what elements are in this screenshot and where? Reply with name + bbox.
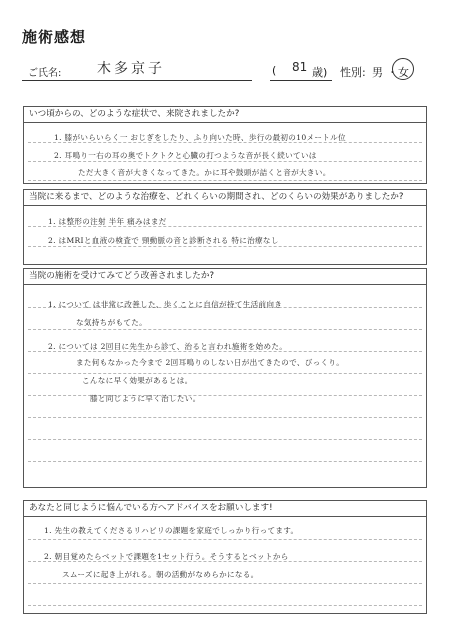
answer-line: 2. 朝目覚めたらベットで課題を1セット行う。そうするとベットから: [44, 552, 289, 561]
gender-male-option: 男: [372, 66, 383, 79]
answer-line: スムーズに起き上がれる。朝の活動がなめらかになる。: [62, 570, 259, 579]
age-value: 81: [292, 60, 308, 74]
answer-line: 1. について は非常に改善した、歩くことに自信が持て生活前向き: [48, 300, 283, 309]
answer-line: 2. 耳鳴り一右の耳の奥でトクトクと心臓の打つような音が長く続いていは: [54, 151, 317, 160]
gender-separator: ・: [387, 66, 398, 79]
age-underline: [270, 80, 332, 81]
section-question: 当院の施術を受けてみてどう改善されましたか?: [24, 269, 426, 285]
answer-line: 2. については 2回目に先生から診て、治ると言われ施術を始めた。: [48, 342, 288, 351]
age-unit: 歳): [312, 66, 328, 79]
section-question: 当院に来るまで、どのような治療を、どれくらいの期間され、どのくらいの効果がありましたか?: [24, 190, 426, 206]
answer-line: 1. は整形の注射 半年 痛みはまだ: [48, 217, 167, 226]
gender-label: 性別:: [340, 66, 366, 79]
answer-line: また何もなかった今まで 2回耳鳴りのしない日が出てきたので、びっくり。: [76, 358, 345, 367]
answer-line: 1. 膝がいらいらく一 おじぎをしたり、ふり向いた時、歩行の最初の10メートル位: [54, 133, 346, 142]
section-symptoms: [23, 106, 427, 184]
patient-info-row: [22, 58, 432, 82]
section-advice: [23, 500, 427, 614]
name-underline: [22, 80, 252, 81]
answer-line: ただ大きく音が大きくなってきた。かに耳や鼓頭が詰くと音が大きい。: [78, 168, 331, 177]
answer-line: こんなに早く効果があるとは。: [82, 376, 193, 385]
selected-gender-circle: [392, 58, 414, 80]
gender-female-option: 女: [398, 66, 409, 79]
name-value: 木多京子: [97, 61, 165, 77]
answer-line: 1. 先生の教えてくださるリハビリの課題を家庭でしっかり行ってます。: [44, 526, 299, 535]
answer-line: な気持ちがもてた。: [76, 318, 148, 327]
section-question: いつ頃からの、どのような症状で、来院されましたか?: [24, 107, 426, 123]
answer-line: 膝と同じように早く治したい。: [90, 394, 201, 403]
page-title: 施術感想: [22, 28, 87, 46]
section-prior-treatment: [23, 189, 427, 265]
section-question: あなたと同じように悩んでいる方へアドバイスをお願いします!: [24, 501, 426, 517]
name-label: ご氏名:: [28, 68, 62, 79]
age-open-paren: (: [272, 64, 277, 77]
answer-line: 2. はMRIと血液の検査で 頸動脈の音と診断される 特に治療なし: [48, 236, 279, 245]
section-improvement: [23, 268, 427, 488]
